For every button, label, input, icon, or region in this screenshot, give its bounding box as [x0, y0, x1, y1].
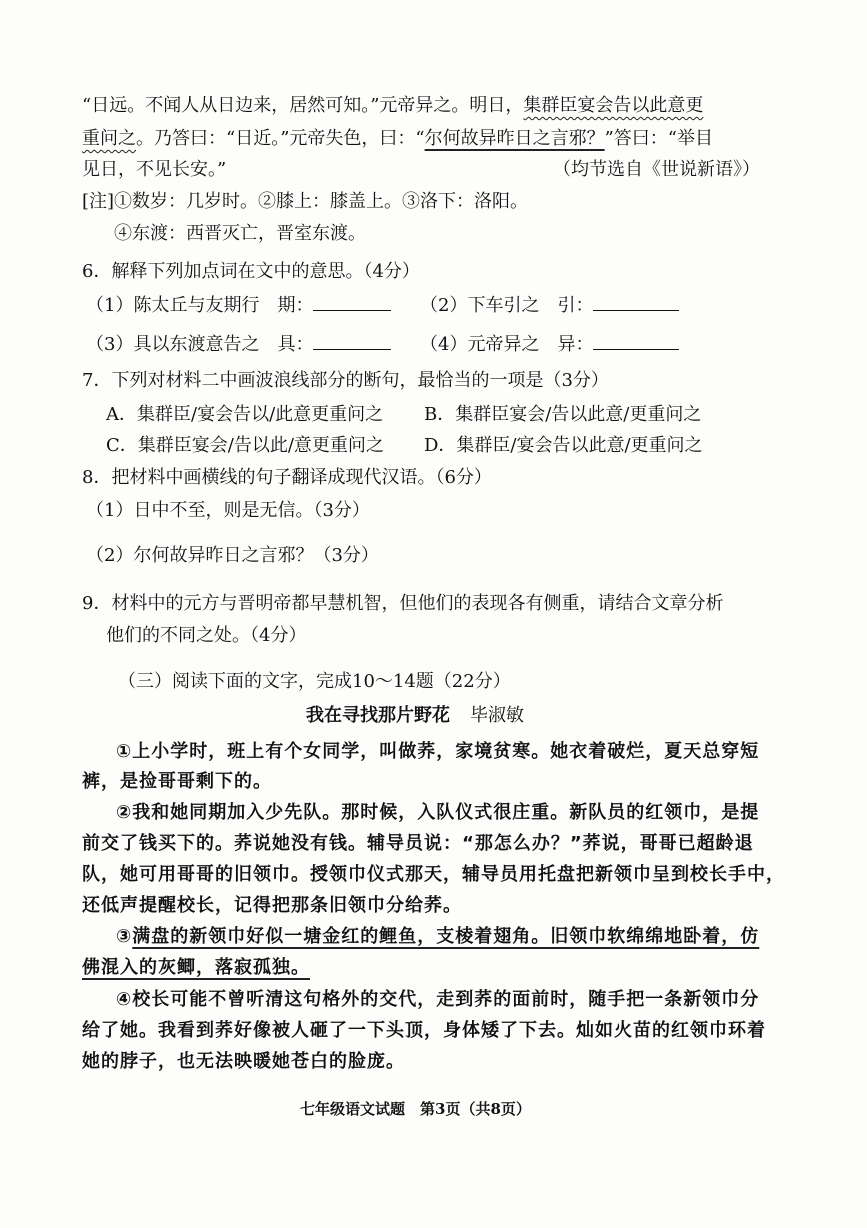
q6-item-text: （1）陈太丘与友期行	[86, 295, 260, 316]
q6-word: 具：	[277, 334, 314, 355]
q9-line-1: 9．材料中的元方与晋明帝都早慧机智，但他们的表现各有侧重，请结合文章分析	[82, 593, 724, 614]
wavy-underlined-text: 集群臣宴会告以此意更	[523, 95, 704, 116]
material-text: 。乃答曰：“日近。”元帝失色，曰：“	[136, 128, 425, 149]
material-line-1	[82, 94, 703, 118]
q6-item-4	[420, 333, 679, 357]
q6-word: 引：	[557, 295, 594, 316]
source-citation: （均节选自《世说新语》）	[553, 159, 760, 180]
section-heading: （三）阅读下面的文字，完成10～14题（22分）	[118, 671, 511, 692]
q7-option-a[interactable]: A．集群臣/宴会告以/此意更重问之	[106, 404, 384, 425]
passage-p4-line-2: 给了她。我看到荞好像被人砸了一下头顶，身体矮了下去。灿如火苗的红领巾环着	[82, 1020, 766, 1041]
answer-blank[interactable]	[313, 333, 391, 350]
passage-p3-line-1	[116, 925, 759, 949]
underlined-sentence: 尔何故异昨日之言邪？	[424, 128, 605, 149]
passage-p2-line-4: 还低声提醒校长，记得把那条旧领巾分给荞。	[82, 895, 462, 916]
passage-p4-line-3: 她的脖子，也无法映暖她苍白的脸庞。	[82, 1051, 405, 1072]
notes-line-2: ④东渡：西晋灭亡，晋室东渡。	[114, 223, 366, 244]
q7-option-b[interactable]: B．集群臣宴会/告以此意/更重问之	[424, 404, 702, 425]
q6-item-text: （4）元帝异之	[420, 334, 540, 355]
material-line-2	[82, 127, 713, 151]
material-text: “日远。不闻人从日边来，居然可知。”元帝异之。明日，	[82, 95, 524, 116]
answer-blank[interactable]	[313, 294, 391, 311]
q6-item-text: （3）具以东渡意告之	[86, 334, 260, 355]
q6-item-3	[86, 333, 391, 357]
q6-item-text: （2）下车引之	[420, 295, 540, 316]
passage-author: 毕淑敏	[470, 705, 524, 726]
q6-item-2	[420, 294, 679, 318]
passage-p2-line-3: 队，她可用哥哥的旧领巾。授领巾仪式那天，辅导员用托盘把新领巾呈到校长手中，	[82, 864, 785, 885]
q6-item-1	[86, 294, 391, 318]
q8-stem: 8．把材料中画横线的句子翻译成现代汉语。（6分）	[82, 467, 492, 488]
passage-p4-line-1: ④校长可能不曾听清这句格外的交代，走到荞的面前时，随手把一条新领巾分	[116, 989, 760, 1010]
q6-word: 期：	[277, 295, 314, 316]
q8-sentence-1: （1）日中不至，则是无信。（3分）	[86, 500, 370, 521]
q7-option-d[interactable]: D．集群臣/宴会告以此意/更重问之	[424, 435, 703, 456]
passage-p2-line-1: ②我和她同期加入少先队。那时候，入队仪式很庄重。新队员的红领巾，是提	[116, 802, 760, 823]
notes-line-1: [注]①数岁：几岁时。②膝上：膝盖上。③洛下：洛阳。	[82, 191, 529, 212]
page-footer: 七年级语文试题 第3页（共8页）	[300, 1100, 531, 1118]
q7-stem: 7．下列对材料二中画波浪线部分的断句，最恰当的一项是（3分）	[82, 370, 609, 391]
material-line-3: 见日，不见长安。”	[82, 159, 227, 180]
q6-stem: 6．解释下列加点词在文中的意思。（4分）	[82, 261, 420, 282]
material-text: ”答曰：“举目	[604, 128, 714, 149]
underlined-passage-text: 佛混入的灰鲫，落寂孤独。	[82, 957, 310, 978]
answer-blank[interactable]	[593, 333, 679, 350]
wavy-underlined-text: 重问之	[82, 128, 136, 149]
passage-p1-line-2: 裤，是捡哥哥剩下的。	[82, 771, 272, 792]
underlined-passage-text: 满盘的新领巾好似一塘金红的鲤鱼，支棱着翅角。旧领巾软绵绵地卧着，仿	[132, 926, 760, 947]
q8-sentence-2: （2）尔何故异昨日之言邪？（3分）	[86, 545, 379, 566]
q6-word: 异：	[557, 334, 594, 355]
passage-title: 我在寻找那片野花	[306, 705, 450, 726]
passage-p2-line-2: 前交了钱买下的。荞说她没有钱。辅导员说：“那怎么办？”荞说，哥哥已超龄退	[82, 833, 754, 854]
passage-p1-line-1: ①上小学时，班上有个女同学，叫做荞，家境贫寒。她衣着破烂，夏天总穿短	[116, 741, 760, 762]
paragraph-number: ③	[116, 926, 133, 947]
q7-option-c[interactable]: C．集群臣宴会/告以此/意更重问之	[106, 435, 384, 456]
passage-p3-line-2	[82, 956, 310, 980]
answer-blank[interactable]	[593, 294, 679, 311]
q9-line-2: 他们的不同之处。（4分）	[106, 625, 307, 646]
